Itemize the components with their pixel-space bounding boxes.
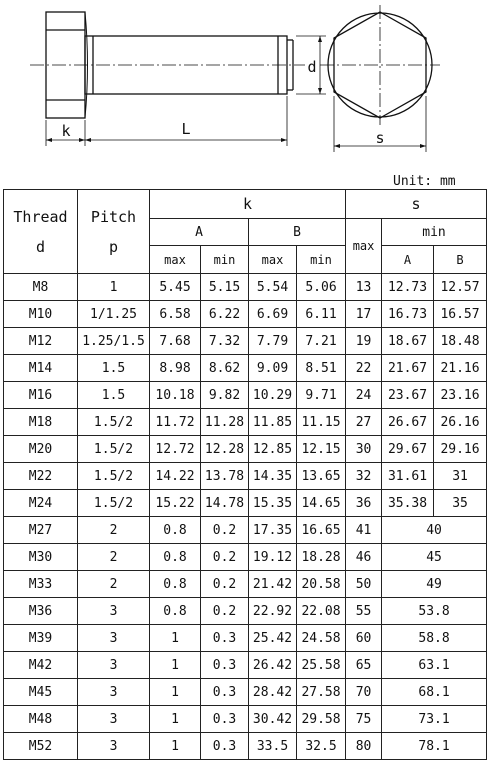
header-k-b-max: max (249, 246, 297, 274)
table-cell: 16.73 (382, 301, 434, 328)
table-row (4, 301, 487, 328)
table-cell: 1 (150, 652, 201, 679)
table-cell: 27.58 (297, 679, 346, 706)
table-cell: 13.78 (201, 463, 249, 490)
table-cell: 5.45 (150, 274, 201, 301)
table-cell: 1.25/1.5 (78, 328, 150, 355)
table-row (4, 328, 487, 355)
table-cell: M27 (4, 517, 78, 544)
table-cell: 1 (78, 274, 150, 301)
table-cell: M45 (4, 679, 78, 706)
table-cell: M12 (4, 328, 78, 355)
table-cell: 24 (346, 382, 382, 409)
table-cell: 41 (346, 517, 382, 544)
table-cell: 73.1 (382, 706, 487, 733)
table-cell: 32.5 (297, 733, 346, 760)
table-row (4, 409, 487, 436)
header-k-b-min: min (297, 246, 346, 274)
table-cell: M33 (4, 571, 78, 598)
table-cell: 0.8 (150, 517, 201, 544)
table-cell: 24.58 (297, 625, 346, 652)
table-cell: 29.58 (297, 706, 346, 733)
table-cell: M8 (4, 274, 78, 301)
label-s: s (375, 129, 385, 147)
table-cell: 1 (150, 706, 201, 733)
table-cell: 6.22 (201, 301, 249, 328)
table-cell: 1 (150, 733, 201, 760)
table-cell: 30.42 (249, 706, 297, 733)
table-cell: 12.15 (297, 436, 346, 463)
table-cell: 21.42 (249, 571, 297, 598)
table-cell: 65 (346, 652, 382, 679)
table-cell: 78.1 (382, 733, 487, 760)
table-cell: 3 (78, 733, 150, 760)
table-cell: 11.85 (249, 409, 297, 436)
table-cell: 1.5 (78, 382, 150, 409)
table-cell: M48 (4, 706, 78, 733)
table-cell: 0.3 (201, 652, 249, 679)
table-cell: 1.5/2 (78, 409, 150, 436)
header-s-min-b: B (434, 246, 487, 274)
table-cell: 29.67 (382, 436, 434, 463)
table-cell: 60 (346, 625, 382, 652)
table-cell: 27 (346, 409, 382, 436)
table-cell: 0.3 (201, 679, 249, 706)
table-cell: 70 (346, 679, 382, 706)
table-cell: 6.11 (297, 301, 346, 328)
table-cell: 12.85 (249, 436, 297, 463)
table-cell: 17.35 (249, 517, 297, 544)
table-cell: 20.58 (297, 571, 346, 598)
table-cell: 63.1 (382, 652, 487, 679)
table-cell: 68.1 (382, 679, 487, 706)
header-k-grade-a: A (150, 219, 249, 246)
table-cell: 18.28 (297, 544, 346, 571)
table-cell: 1/1.25 (78, 301, 150, 328)
table-cell: 5.54 (249, 274, 297, 301)
table-cell: 5.15 (201, 274, 249, 301)
table-row (4, 355, 487, 382)
table-cell: M18 (4, 409, 78, 436)
table-body (4, 274, 487, 760)
table-cell: 12.28 (201, 436, 249, 463)
table-cell: 2 (78, 571, 150, 598)
table-cell: 0.2 (201, 571, 249, 598)
table-cell: 12.57 (434, 274, 487, 301)
table-cell: 1.5/2 (78, 490, 150, 517)
header-pitch-label: Pitch (90, 207, 137, 226)
table-cell: 55 (346, 598, 382, 625)
table-cell: M24 (4, 490, 78, 517)
table-cell: M14 (4, 355, 78, 382)
table-cell: 9.71 (297, 382, 346, 409)
table-cell: M52 (4, 733, 78, 760)
table-cell: 33.5 (249, 733, 297, 760)
table-cell: 1 (150, 625, 201, 652)
table-cell: 12.72 (150, 436, 201, 463)
table-cell: 3 (78, 652, 150, 679)
table-cell: 26.16 (434, 409, 487, 436)
table-cell: 22.08 (297, 598, 346, 625)
table-cell: 0.2 (201, 598, 249, 625)
table-row (4, 571, 487, 598)
table-cell: M39 (4, 625, 78, 652)
table-cell: 13 (346, 274, 382, 301)
table-cell: 31.61 (382, 463, 434, 490)
header-s-max: max (346, 219, 382, 274)
table-cell: 15.35 (249, 490, 297, 517)
table-cell: 36 (346, 490, 382, 517)
header-pitch-symbol: p (108, 237, 119, 256)
header-thread-symbol: d (35, 237, 46, 256)
table-cell: 11.28 (201, 409, 249, 436)
table-cell: 35.38 (382, 490, 434, 517)
table-cell: 8.51 (297, 355, 346, 382)
table-cell: 46 (346, 544, 382, 571)
label-d: d (307, 58, 317, 76)
table-cell: 53.8 (382, 598, 487, 625)
table-cell: 0.2 (201, 544, 249, 571)
table-cell: 0.2 (201, 517, 249, 544)
table-cell: 45 (382, 544, 487, 571)
table-cell: 75 (346, 706, 382, 733)
table-cell: 1.5/2 (78, 463, 150, 490)
table-cell: 80 (346, 733, 382, 760)
header-s: s (346, 190, 487, 219)
table-cell: 0.3 (201, 706, 249, 733)
table-cell: 18.48 (434, 328, 487, 355)
table-cell: 11.15 (297, 409, 346, 436)
table-cell: 9.09 (249, 355, 297, 382)
table-cell: 49 (382, 571, 487, 598)
table-cell: 23.67 (382, 382, 434, 409)
table-cell: 14.65 (297, 490, 346, 517)
table-cell: 3 (78, 706, 150, 733)
table-row (4, 544, 487, 571)
table-cell: 26.67 (382, 409, 434, 436)
table-cell: 14.78 (201, 490, 249, 517)
table-cell: 16.57 (434, 301, 487, 328)
table-cell: 7.21 (297, 328, 346, 355)
table-cell: 58.8 (382, 625, 487, 652)
table-cell: 25.42 (249, 625, 297, 652)
table-cell: 12.73 (382, 274, 434, 301)
table-row (4, 517, 487, 544)
table-cell: 30 (346, 436, 382, 463)
label-k: k (61, 122, 71, 140)
header-thread-label: Thread (13, 207, 68, 226)
table-cell: 23.16 (434, 382, 487, 409)
table-cell: 3 (78, 679, 150, 706)
table-cell: 17 (346, 301, 382, 328)
table-cell: 3 (78, 598, 150, 625)
table-row (4, 463, 487, 490)
table-cell: 0.3 (201, 625, 249, 652)
table-cell: M10 (4, 301, 78, 328)
header-k: k (150, 190, 346, 219)
table-cell: 0.3 (201, 733, 249, 760)
table-cell: M20 (4, 436, 78, 463)
table-cell: 10.18 (150, 382, 201, 409)
table-cell: 14.22 (150, 463, 201, 490)
header-s-min-a: A (382, 246, 434, 274)
table-cell: 32 (346, 463, 382, 490)
table-cell: 2 (78, 544, 150, 571)
unit-label: Unit: mm (393, 174, 456, 189)
header-s-min: min (382, 219, 487, 246)
header-k-a-max: max (150, 246, 201, 274)
header-thread (4, 190, 78, 274)
table-cell: 13.65 (297, 463, 346, 490)
table-row (4, 598, 487, 625)
table-cell: 22.92 (249, 598, 297, 625)
table-cell: 9.82 (201, 382, 249, 409)
table-cell: 7.79 (249, 328, 297, 355)
table-cell: 35 (434, 490, 487, 517)
table-cell: 19.12 (249, 544, 297, 571)
header-k-grade-b: B (249, 219, 346, 246)
table-cell: M42 (4, 652, 78, 679)
table-cell: 1 (150, 679, 201, 706)
table-cell: M30 (4, 544, 78, 571)
table-cell: 31 (434, 463, 487, 490)
table-cell: 22 (346, 355, 382, 382)
table-cell: 14.35 (249, 463, 297, 490)
table-cell: 0.8 (150, 544, 201, 571)
table-cell: 1.5 (78, 355, 150, 382)
table-cell: 19 (346, 328, 382, 355)
table-cell: M22 (4, 463, 78, 490)
table-cell: 21.67 (382, 355, 434, 382)
table-cell: 7.32 (201, 328, 249, 355)
table-row (4, 274, 487, 301)
table-cell: 3 (78, 625, 150, 652)
table-cell: 7.68 (150, 328, 201, 355)
bolt-technical-drawing (0, 0, 487, 170)
table-cell: 28.42 (249, 679, 297, 706)
dimension-table (3, 189, 487, 760)
table-row (4, 733, 487, 760)
table-cell: 18.67 (382, 328, 434, 355)
table-cell: 21.16 (434, 355, 487, 382)
table-row (4, 706, 487, 733)
table-cell: 0.8 (150, 571, 201, 598)
table-cell: 8.98 (150, 355, 201, 382)
table-cell: 16.65 (297, 517, 346, 544)
table-row (4, 679, 487, 706)
table-row (4, 436, 487, 463)
table-cell: 1.5/2 (78, 436, 150, 463)
table-cell: 15.22 (150, 490, 201, 517)
table-cell: 50 (346, 571, 382, 598)
table-cell: M36 (4, 598, 78, 625)
table-cell: M16 (4, 382, 78, 409)
table-cell: 6.69 (249, 301, 297, 328)
table-cell: 6.58 (150, 301, 201, 328)
table-cell: 40 (382, 517, 487, 544)
table-row (4, 652, 487, 679)
table-row (4, 382, 487, 409)
table-row (4, 625, 487, 652)
header-pitch (78, 190, 150, 274)
table-cell: 0.8 (150, 598, 201, 625)
table-cell: 8.62 (201, 355, 249, 382)
label-L: L (181, 120, 191, 138)
table-cell: 25.58 (297, 652, 346, 679)
table-cell: 10.29 (249, 382, 297, 409)
table-cell: 26.42 (249, 652, 297, 679)
table-cell: 5.06 (297, 274, 346, 301)
table-cell: 11.72 (150, 409, 201, 436)
table-cell: 29.16 (434, 436, 487, 463)
header-k-a-min: min (201, 246, 249, 274)
table-cell: 2 (78, 517, 150, 544)
table-row (4, 490, 487, 517)
